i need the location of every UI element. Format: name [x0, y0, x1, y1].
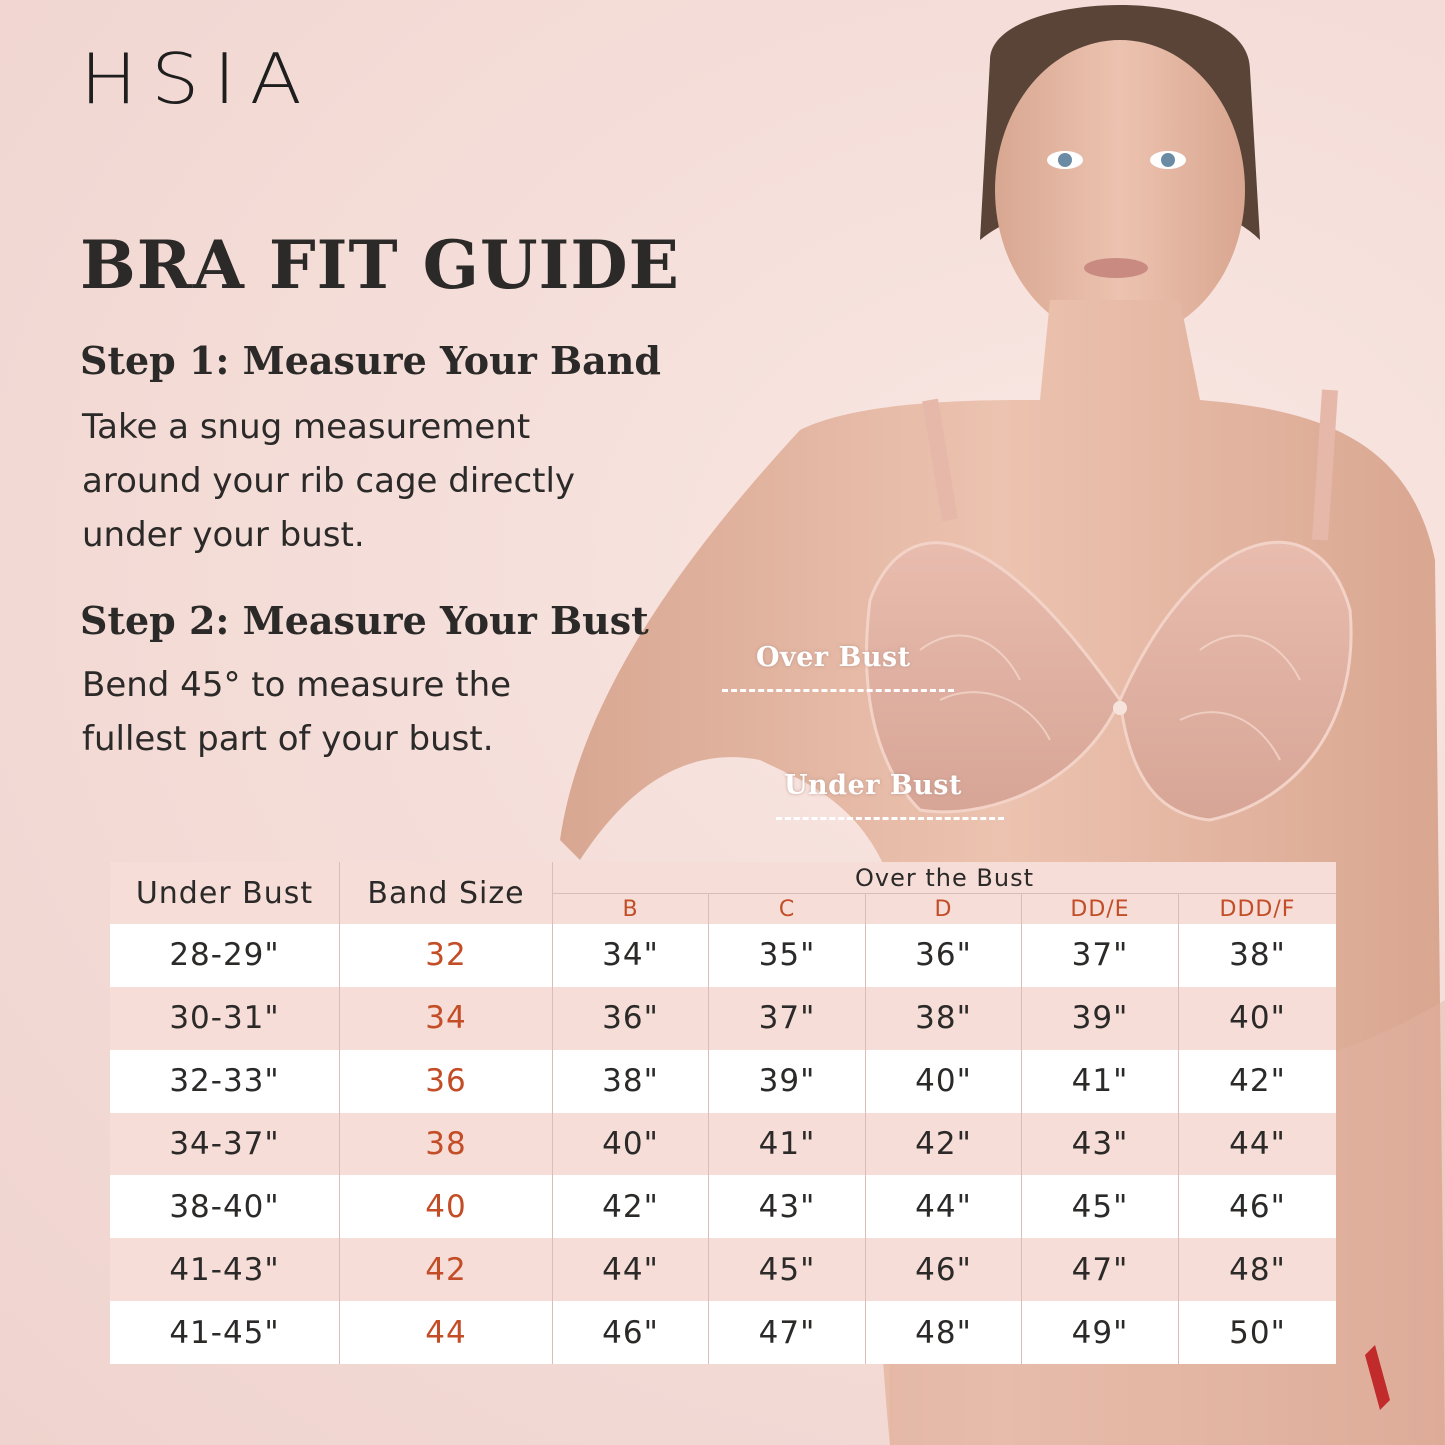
over-bust-cell: 46": [553, 1301, 709, 1364]
size-chart-table: [110, 862, 1336, 1364]
header-under-bust: Under Bust: [110, 862, 340, 924]
header-cup-dd-e: DD/E: [1022, 894, 1179, 924]
header-cup-ddd-f: DDD/F: [1219, 896, 1296, 922]
over-bust-cell: 37": [709, 987, 866, 1050]
over-bust-cell: 48": [1179, 1238, 1336, 1301]
over-bust-cell: 49": [1022, 1301, 1179, 1364]
over-bust-cell: 34": [553, 924, 709, 987]
over-bust-cell: 38": [866, 987, 1022, 1050]
over-bust-cell: 36": [553, 987, 709, 1050]
over-bust-cell: 40": [553, 1113, 709, 1176]
over-bust-cell: 48": [866, 1301, 1022, 1364]
over-bust-cell: 46": [1179, 1175, 1336, 1238]
over-bust-cell: 38": [1179, 924, 1336, 987]
header-cup-b: B: [553, 894, 709, 924]
header-band-size: Band Size: [340, 862, 553, 924]
under-bust-cell: 28-29": [110, 924, 340, 987]
over-bust-cell: 40": [866, 1050, 1022, 1113]
over-bust-cell: 39": [1022, 987, 1179, 1050]
over-bust-cell: 45": [1022, 1175, 1179, 1238]
under-bust-cell: 30-31": [110, 987, 340, 1050]
band-size-cell: 44: [340, 1301, 553, 1364]
header-cup-d: D: [866, 894, 1022, 924]
over-bust-cell: 47": [1022, 1238, 1179, 1301]
band-size-cell: 40: [340, 1175, 553, 1238]
over-bust-cell: 50": [1179, 1301, 1336, 1364]
header-cup-c: C: [709, 894, 866, 924]
over-bust-cell: 43": [709, 1175, 866, 1238]
under-bust-cell: 32-33": [110, 1050, 340, 1113]
step1-heading: Step 1: Measure Your Band: [80, 338, 661, 383]
brand-logo: HSIA: [80, 37, 316, 120]
over-bust-cell: 44": [866, 1175, 1022, 1238]
step1-text: Take a snug measurement around your rib cage directly under your bust.: [82, 407, 576, 555]
over-bust-cell: 35": [709, 924, 866, 987]
over-bust-cell: 37": [1022, 924, 1179, 987]
under-bust-cell: 41-43": [110, 1238, 340, 1301]
over-bust-line: [722, 689, 954, 692]
band-size-cell: 32: [340, 924, 553, 987]
header-over-the-bust-group: [553, 862, 1336, 924]
over-bust-cell: 38": [553, 1050, 709, 1113]
page-title: BRA FIT GUIDE: [80, 226, 680, 304]
over-bust-cell: 47": [709, 1301, 866, 1364]
over-bust-cell: 42": [866, 1113, 1022, 1176]
over-bust-label: Over Bust: [756, 642, 911, 673]
over-bust-cell: 44": [553, 1238, 709, 1301]
under-bust-cell: 34-37": [110, 1113, 340, 1176]
under-bust-cell: 41-45": [110, 1301, 340, 1364]
over-bust-cell: 36": [866, 924, 1022, 987]
under-bust-cell: 38-40": [110, 1175, 340, 1238]
band-size-cell: 42: [340, 1238, 553, 1301]
over-bust-cell: 41": [1022, 1050, 1179, 1113]
band-size-cell: 38: [340, 1113, 553, 1176]
over-bust-cell: 41": [709, 1113, 866, 1176]
over-bust-cell: 42": [553, 1175, 709, 1238]
over-bust-cell: 42": [1179, 1050, 1336, 1113]
band-size-cell: 34: [340, 987, 553, 1050]
step2-heading: Step 2: Measure Your Bust: [80, 598, 649, 643]
over-bust-cell: 45": [709, 1238, 866, 1301]
over-bust-cell: 39": [709, 1050, 866, 1113]
under-bust-label: Under Bust: [784, 770, 962, 801]
over-bust-cell: 46": [866, 1238, 1022, 1301]
header-over-the-bust: Over the Bust: [553, 862, 1336, 894]
over-bust-cell: 40": [1179, 987, 1336, 1050]
band-size-cell: 36: [340, 1050, 553, 1113]
over-bust-cell: 43": [1022, 1113, 1179, 1176]
under-bust-line: [776, 817, 1004, 820]
over-bust-cell: 44": [1179, 1113, 1336, 1176]
step2-text: Bend 45° to measure the fullest part of your bust.: [82, 665, 512, 759]
